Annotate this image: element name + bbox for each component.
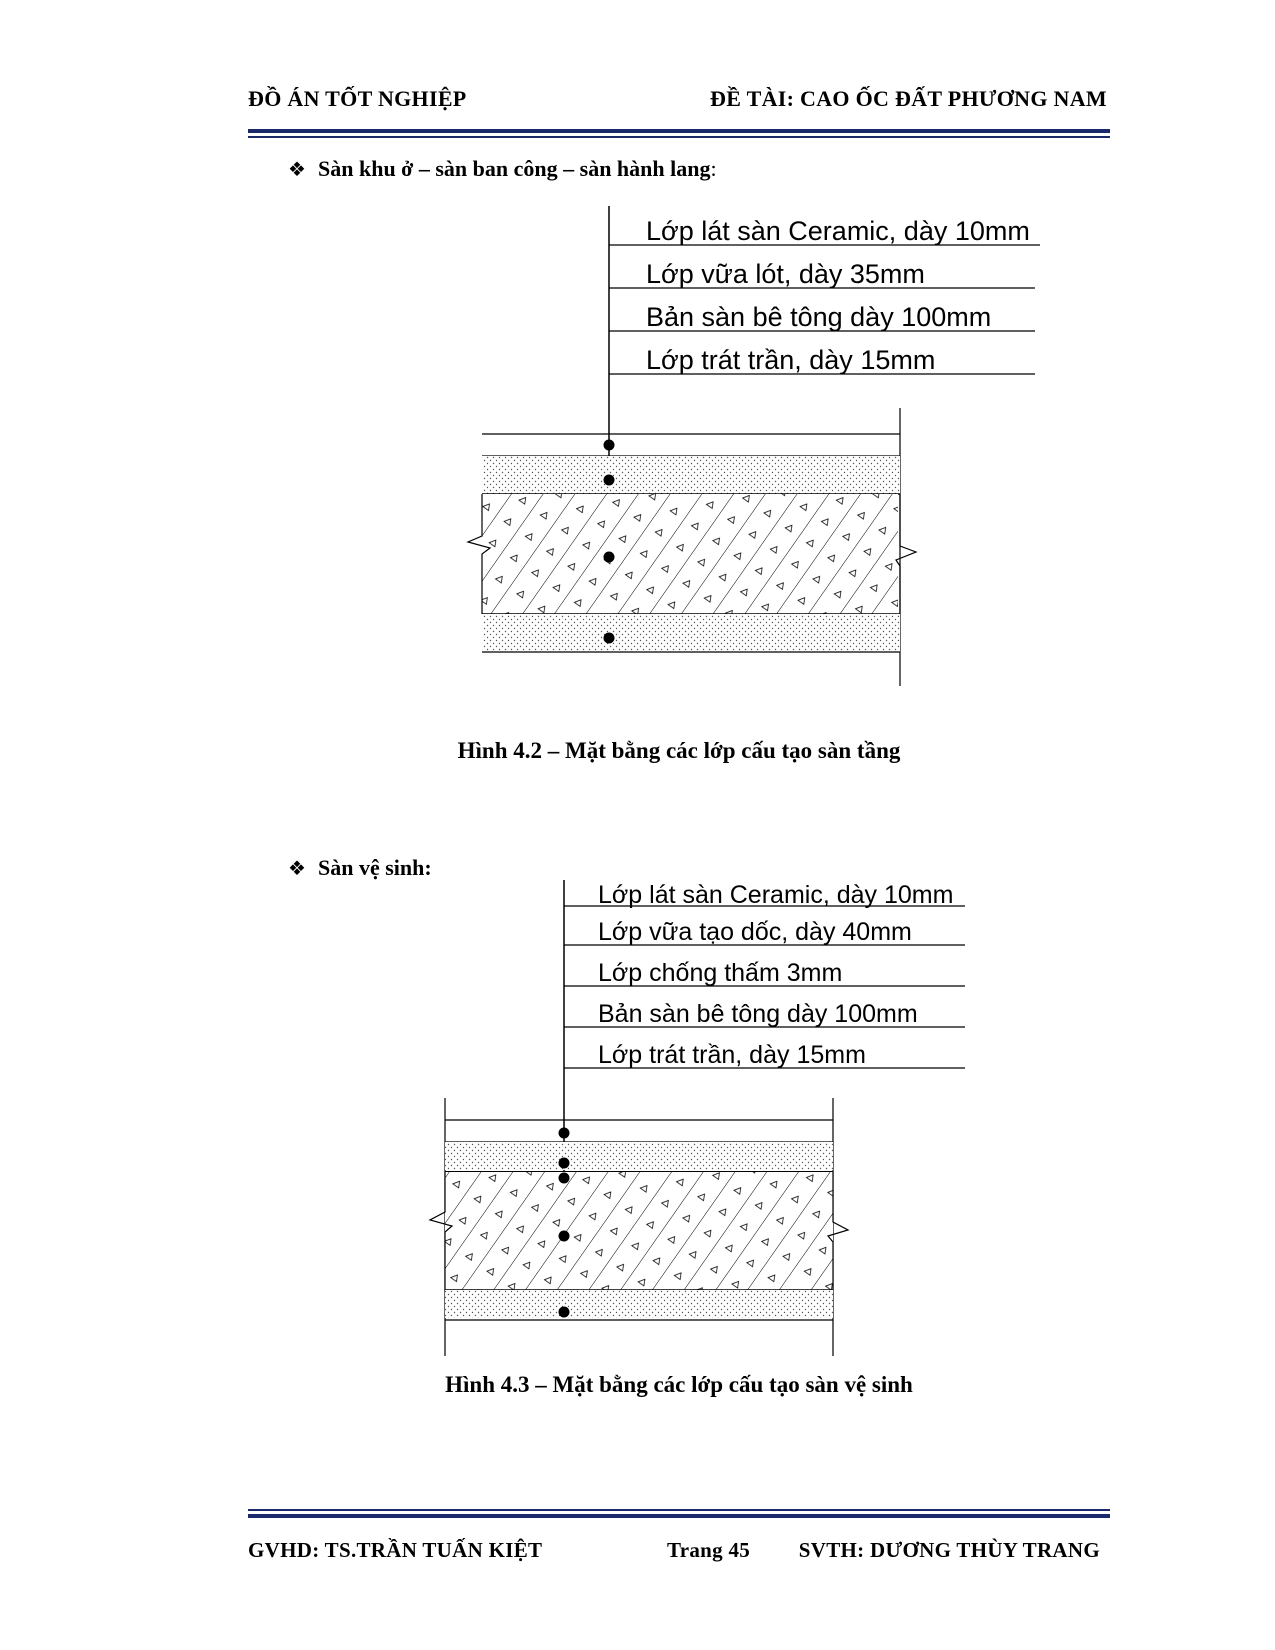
- section2-title: Sàn vệ sinh:: [318, 855, 432, 880]
- footer-rule-thick: [248, 1514, 1110, 1518]
- header-left: ĐỒ ÁN TỐT NGHIỆP: [248, 86, 467, 111]
- figure-4-3-caption: Hình 4.3 – Mặt bằng các lớp cấu tạo sàn vệ sinh: [445, 1372, 913, 1397]
- section1-layer-label: Lớp vữa lót, dày 35mm: [646, 259, 925, 289]
- footer-page-number: Trang 45: [667, 1538, 751, 1562]
- footer-rule-thin: [248, 1509, 1110, 1511]
- section1-title-suffix: :: [710, 156, 717, 181]
- figure-4-2-caption: Hình 4.2 – Mặt bằng các lớp cấu tạo sàn tầng: [457, 738, 901, 763]
- section1-title: Sàn khu ở – sàn ban công – sàn hành lang: [318, 156, 711, 181]
- header-right: ĐỀ TÀI: CAO ỐC ĐẤT PHƯƠNG NAM: [710, 86, 1107, 111]
- diamond-bullet-icon: ❖: [288, 157, 306, 181]
- section2-heading: [288, 855, 432, 881]
- section1-layer-label: Lớp lát sàn Ceramic, dày 10mm: [646, 216, 1030, 246]
- section1-layer-label: Lớp trát trần, dày 15mm: [646, 345, 936, 375]
- section2-layer-label: Bản sàn bê tông dày 100mm: [598, 1000, 918, 1028]
- section2-layer-label: Lớp chống thấm 3mm: [598, 959, 843, 987]
- section2-layer-label: Lớp trát trần, dày 15mm: [598, 1041, 866, 1069]
- section2-layer-label: Lớp vữa tạo dốc, dày 40mm: [598, 918, 912, 946]
- diamond-bullet-icon: ❖: [288, 856, 306, 880]
- footer-student: SVTH: DƯƠNG THÙY TRANG: [798, 1538, 1100, 1562]
- section2-layer-label: Lớp lát sàn Ceramic, dày 10mm: [598, 881, 954, 909]
- section1-layer-label: Bản sàn bê tông dày 100mm: [646, 302, 992, 332]
- footer-advisor: GVHD: TS.TRẦN TUẤN KIỆT: [248, 1538, 543, 1562]
